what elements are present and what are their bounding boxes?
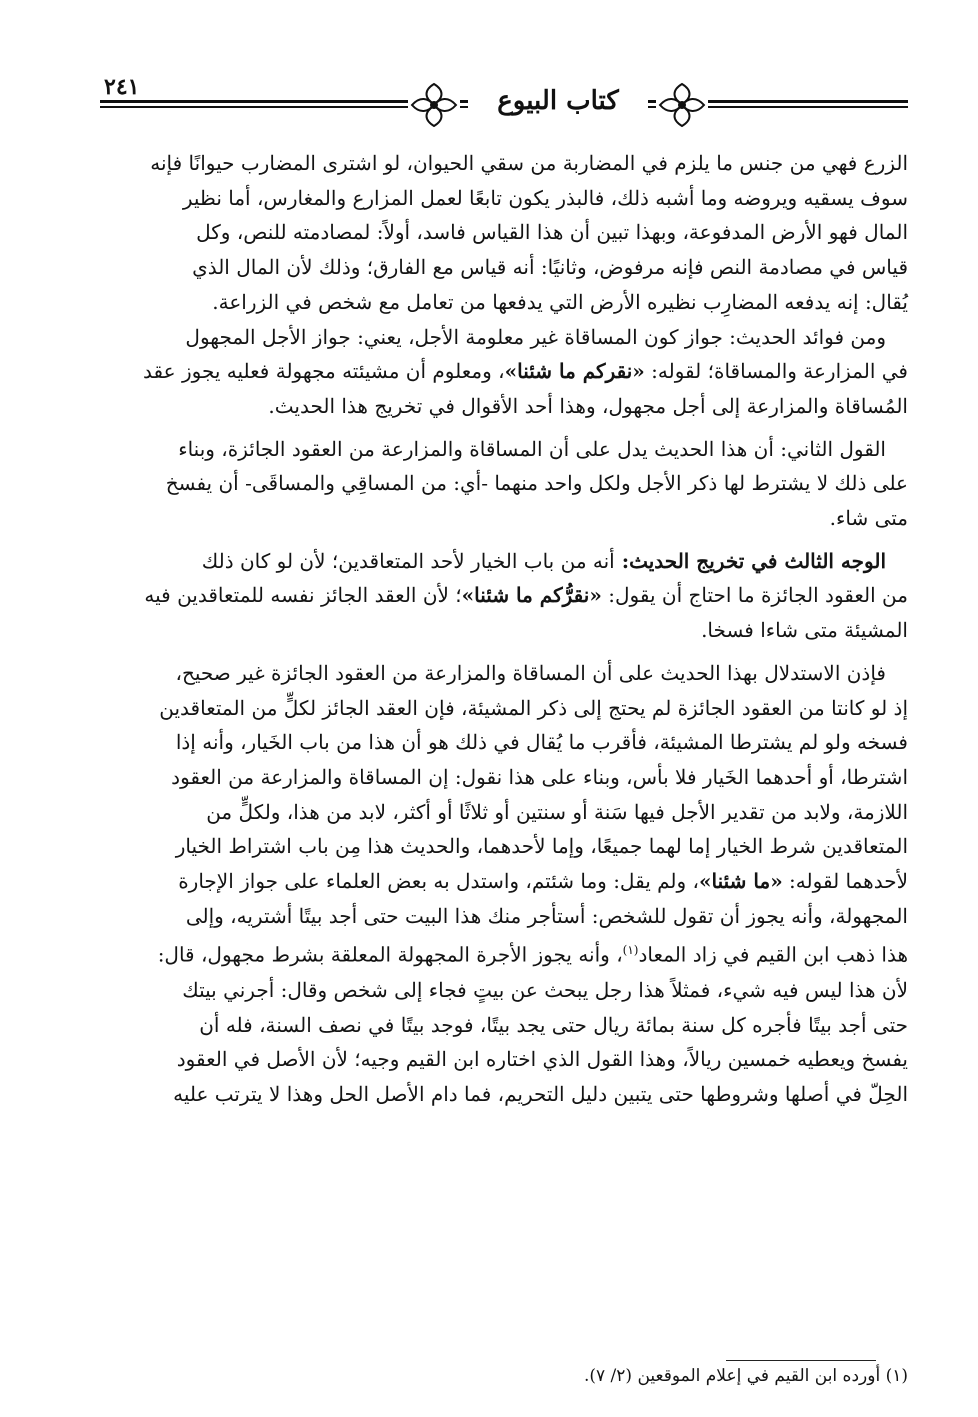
ornament-icon xyxy=(408,80,460,130)
paragraph-line xyxy=(102,933,908,972)
text-span: ، ومعلوم أن مشيئته مجهولة فعليه يجوز عقد xyxy=(143,359,505,384)
text-line: حتى أجد بيتًا فأجره كل سنة بمائة ريال حتى يجد بيتًا، فوجد بيتًا في نصف السنة، فله أن xyxy=(199,1012,908,1037)
text-line: على ذلك لا يشترط لها ذكر الأجل ولكل واحد منهما -أي: من المساقِي والمساقَى- أن يفسخ xyxy=(165,471,908,496)
paragraph-line xyxy=(102,320,908,355)
text-span: في المزارعة والمساقاة؛ لقوله: xyxy=(644,359,908,384)
text-line: قياس في مصادمة النص فإنه مرفوض، وثانيًا: أنه قياس مع الفارق؛ وذلك لأن المال الذي xyxy=(192,255,908,280)
text-line: الحِلّ في أصلها وشروطها حتى يتبين دليل التحريم، فما دام الأصل الحل وهذا لا يترتب عليه xyxy=(173,1081,908,1106)
text-span: لأحدهما لقوله: xyxy=(782,869,908,894)
lead-phrase: ومن فوائد الحديث: xyxy=(722,324,886,349)
text-line: متى شاء. xyxy=(829,506,908,531)
text-line: فإذن الاستدلال بهذا الحديث على أن المساقاة والمزارعة من العقود الجائزة غير صحيح، xyxy=(175,660,886,685)
text-line: المتعاقدين شرط الخيار إما لهما جميعًا، وإما لأحدهما، والحديث هذا مِن باب اشتراط الخيار xyxy=(175,834,908,859)
text-line: اللازمة، ولابد من تقدير الأجل فيها سَنة أو سنتين أو ثلاثًا أو أكثر، لابد من هذا، ولكلٍّ من xyxy=(206,799,908,824)
book-title: كتاب البيوع xyxy=(468,86,648,116)
ornament-icon xyxy=(656,80,708,130)
footnote: (١) أورده ابن القيم في إعلام الموقعين (٢/ ٧). xyxy=(583,1366,908,1386)
text-span: جواز كون المساقاة غير معلومة الأجل، يعني: جواز الأجل المجهول xyxy=(185,324,723,349)
text-span: ، ولم يقل: وما شئتم، واستدل به بعض العلماء على جواز الإجارة xyxy=(178,869,699,894)
text-line: الزرع فهي من جنس ما يلزم في المضاربة من سقي الحيوان، لو اشترى المضارب حيوانًا فإنه xyxy=(150,151,908,175)
paragraph-line xyxy=(102,578,908,613)
text-line: إذ لو كانتا من العقود الجائزة لم يحتج إلى ذكر المشيئة، فإن العقد الجائز لكلٍّ من المتعاقدين xyxy=(159,695,908,720)
footnote-reference[interactable]: (١) xyxy=(622,943,639,958)
text-span: ؛ لأن العقد الجائز نفسه للمتعاقدين فيه xyxy=(144,583,462,608)
text-line: المُساقاة والمزارعة إلى أجل مجهول، وهذا أحد الأقوال في تخريج هذا الحديث. xyxy=(268,393,908,418)
text-line: فسخه ولو لم يشترطا المشيئة، فأقرب ما يُقال في ذلك هو أن هذا من باب الخَيار، وأنه إذا xyxy=(175,730,908,755)
text-line: لأن هذا ليس فيه شيء، فمثلاً هذا رجل يبحث عن بيتٍ فجاء إلى شخص وقال: أجرني بيتك xyxy=(182,977,908,1002)
page-header xyxy=(100,76,908,136)
text-line: المال فهو الأرض المدفوعة، وبهذا تبين أن هذا القياس فاسد، أولاً: لمصادمته للنص، وكل xyxy=(196,220,908,245)
section-heading: الوجه الثالث في تخريج الحديث: xyxy=(614,548,886,573)
text-span: ، وأنه يجوز الأجرة المجهولة المعلقة بشرط مجهول، قال: xyxy=(157,943,623,968)
text-line: اشترطا، أو أحدهما الخَيار فلا بأس، وبناء على هذا نقول: إن المساقاة والمزارعة من العقود xyxy=(171,764,908,789)
text-line: القول الثاني: أن هذا الحديث يدل على أن المساقاة والمزارعة من العقود الجائزة، وبناء xyxy=(178,436,886,461)
hadith-quote: «ما شئنا» xyxy=(699,869,783,894)
paragraph-line xyxy=(102,354,908,389)
text-line: يُقال: إنه يدفعه المضارِب نظيره الأرض التي يدفعها من تعامل مع شخص في الزراعة. xyxy=(212,289,908,314)
hadith-quote: «نقركم ما شئنا» xyxy=(504,359,645,384)
page-body xyxy=(102,146,908,1112)
text-line: المجهولة، وأنه يجوز أن تقول للشخص: أستأجر منك هذا البيت حتى أجد بيتًا أشتريه، وإلى xyxy=(185,903,908,928)
text-line: المشيئة متى شاءا فسخا. xyxy=(701,618,908,643)
title-frame xyxy=(408,76,708,134)
paragraph-line xyxy=(102,864,908,899)
page-number: ٢٤١ xyxy=(104,74,140,100)
text-span: من العقود الجائزة ما احتاج أن يقول: xyxy=(601,583,908,608)
text-span: هذا ذهب ابن القيم في زاد المعاد xyxy=(638,943,908,968)
text-span: أنه من باب الخيار لأحد المتعاقدين؛ لأن لو كان ذلك xyxy=(201,548,615,573)
hadith-quote: «نقرُّكم ما شئنا» xyxy=(461,583,602,608)
footnote-divider xyxy=(726,1360,876,1361)
paragraph-line xyxy=(102,544,908,579)
text-line: سوف يسقيه ويروضه وما أشبه ذلك، فالبذر يكون تابعًا لعمل المزارع والمغارس، أما نظير xyxy=(182,185,908,210)
text-line: يفسخ ويعطيه خمسين ريالاً، وهذا القول الذي اختاره ابن القيم وجيه؛ لأن الأصل في العقود xyxy=(176,1047,908,1072)
